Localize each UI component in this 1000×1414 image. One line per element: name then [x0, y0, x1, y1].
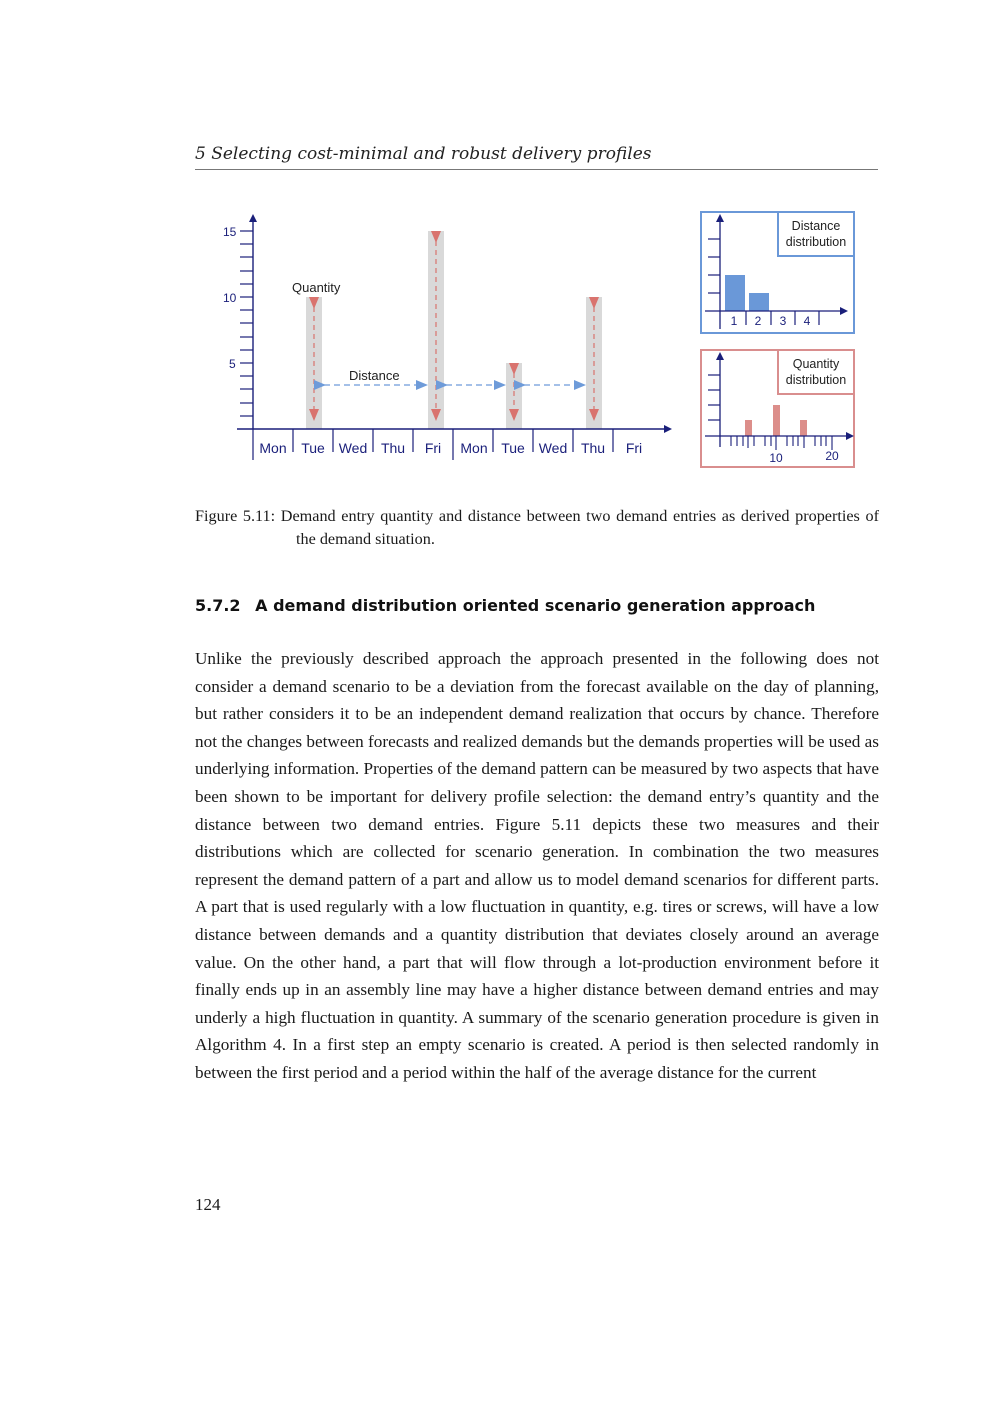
day-label: Mon — [460, 440, 488, 456]
distance-bar-1 — [725, 275, 745, 311]
caption-label: Figure 5.11: — [195, 507, 276, 525]
quantity-bar-5 — [745, 420, 752, 436]
distance-bar-2 — [749, 293, 769, 311]
day-label: Tue — [301, 440, 325, 456]
figure-caption — [195, 505, 879, 551]
quantity-arrows — [314, 241, 594, 419]
quantity-label: Quantity — [292, 280, 341, 295]
y-tick-10: 10 — [223, 291, 237, 305]
running-head: 5 Selecting cost-minimal and robust delivery profiles — [195, 144, 878, 170]
day-label: Mon — [259, 440, 287, 456]
distance-x-tick: 3 — [779, 314, 787, 328]
quantity-bar-10 — [773, 405, 780, 436]
section-title: A demand distribution oriented scenario generation approach — [255, 596, 816, 615]
distance-title-line1: Distance — [791, 219, 841, 233]
day-label: Wed — [338, 440, 368, 456]
body-paragraph: Unlike the previously described approach the approach presented in the following does not consider a demand scenario to be a deviation from the forecast available on the day of planning, but rather considers it to be an independent demand realization that occurs by chance. Therefore not the changes between forecasts and realized demands but the demands properties will be used as underlying information. Properties of the demand pattern can be measured by two aspects that have been shown to be important for delivery profile selection: the demand entry’s quantity and the distance between two demand entries. Figure 5.11 depicts these two measures and their distributions which are collected for scenario generation. In combination the two measures represent the demand pattern of a part and allow us to model demand scenarios for different parts. A part that is used regularly with a low fluctuation in quantity, e.g. tires or screws, will have a low distance between demands and a quantity distribution that deviates closely around an average value. On the other hand, a part that will flow through a lot-production environment before it finally ends up in an assembly line may have a higher distance between demand entries and may underly a high fluctuation in quantity. A summary of the scenario generation procedure is given in Algorithm 4. In a first step an empty scenario is created. A period is then selected randomly in between the first period and a period within the half of the average distance for the current — [195, 649, 879, 1082]
section-heading — [195, 596, 815, 615]
distance-x-tick: 4 — [803, 314, 811, 328]
y-tick-15: 15 — [223, 225, 237, 239]
quantity-x-tick-20: 20 — [825, 449, 839, 463]
caption-text: Demand entry quantity and distance between two demand entries as derived properties of the demand situation. — [280, 507, 879, 548]
day-label: Thu — [580, 440, 606, 456]
day-labels — [259, 440, 642, 456]
quantity-bar-15 — [800, 420, 807, 436]
distance-title-line2: distribution — [785, 235, 847, 249]
main-chart — [223, 216, 670, 460]
distance-label: Distance — [349, 368, 400, 383]
day-label: Fri — [424, 440, 442, 456]
y-tick-5: 5 — [229, 357, 236, 371]
distance-distribution-inset — [701, 212, 854, 333]
quantity-title-line1: Quantity — [792, 357, 840, 371]
distance-x-tick: 2 — [754, 314, 762, 328]
day-label: Tue — [501, 440, 525, 456]
day-label: Thu — [380, 440, 406, 456]
page-number: 124 — [195, 1195, 221, 1214]
quantity-distribution-inset — [701, 350, 854, 467]
distance-x-tick: 1 — [730, 314, 738, 328]
quantity-x-tick-10: 10 — [769, 451, 783, 465]
quantity-title-line2: distribution — [785, 373, 847, 387]
day-label: Fri — [625, 440, 643, 456]
day-label: Wed — [538, 440, 568, 456]
section-number: 5.7.2 — [195, 596, 241, 615]
figure-5-11 — [0, 0, 1000, 480]
y-ticks — [240, 231, 253, 416]
